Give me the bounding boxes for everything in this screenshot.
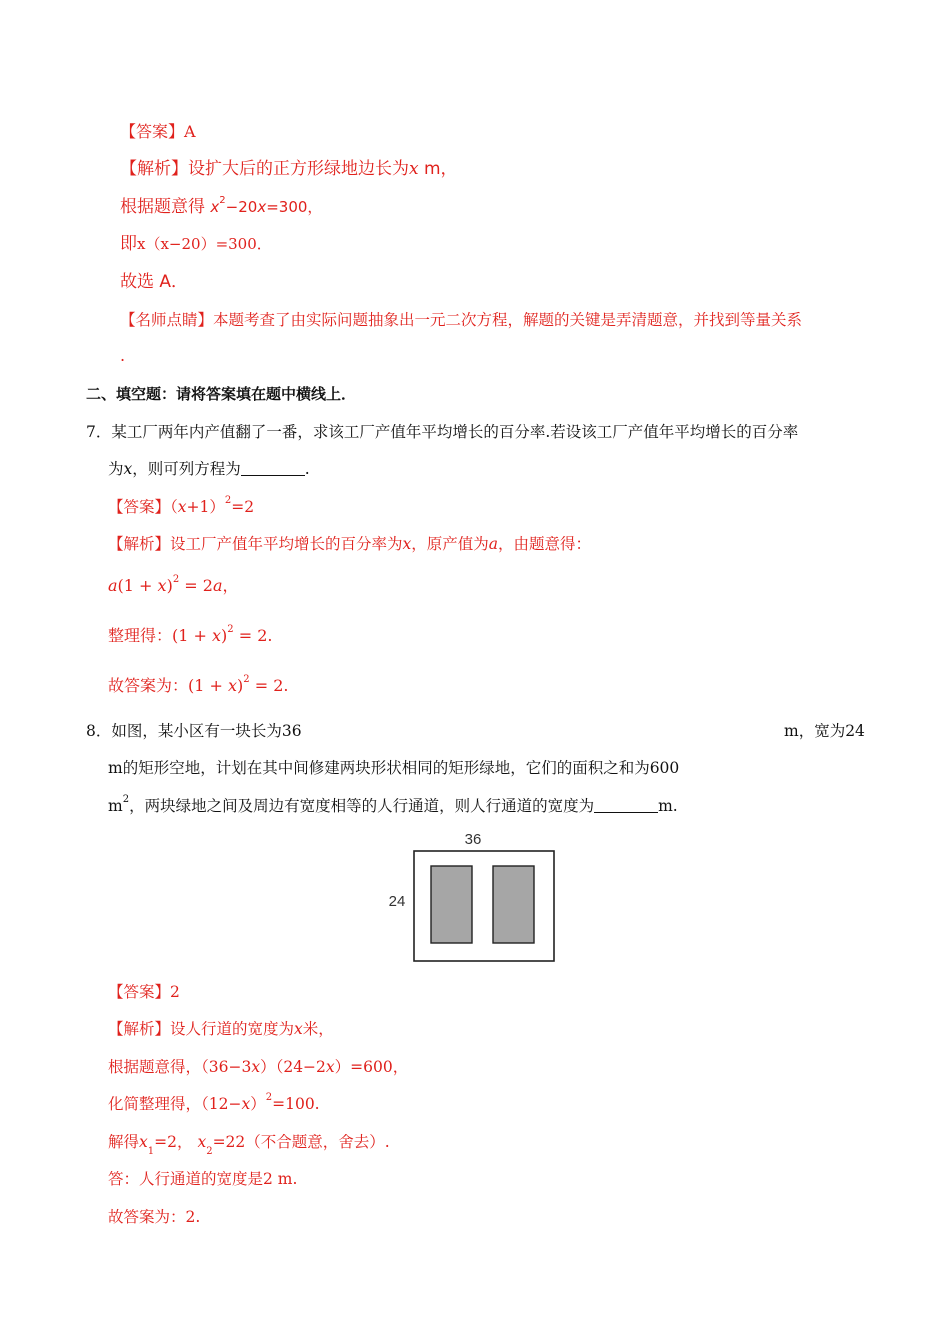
q8-analysis bbox=[108, 1018, 334, 1040]
q8-step3 bbox=[108, 1131, 390, 1158]
analysis-tag: 【解析】 bbox=[108, 1020, 171, 1038]
analysis-text: ，原产值为 bbox=[411, 535, 489, 553]
var-x: x bbox=[197, 1133, 207, 1151]
q8-step4 bbox=[108, 1168, 297, 1190]
figure-width-label: 24 bbox=[388, 893, 406, 910]
eq-part: ) bbox=[237, 676, 244, 695]
eq-part: (1 + bbox=[188, 676, 229, 695]
answer-blank bbox=[241, 459, 305, 476]
green-plot-right bbox=[493, 866, 534, 943]
var-x: x bbox=[157, 576, 167, 595]
step-text: 化简整理得，（12− bbox=[108, 1095, 242, 1113]
q8-line2 bbox=[108, 757, 679, 779]
var-a: a bbox=[488, 535, 499, 553]
answer-value: 2 bbox=[170, 983, 180, 1001]
var-a: a bbox=[212, 576, 223, 595]
section-heading-text: 二、填空题：请将答案填在题中横线上． bbox=[86, 385, 357, 403]
q7-eq2 bbox=[108, 625, 273, 647]
section-heading bbox=[86, 383, 356, 405]
var-x: x bbox=[177, 498, 187, 516]
eq-label: 故答案为： bbox=[108, 676, 189, 695]
q8-line1-right bbox=[784, 720, 865, 742]
step-text: =22（不合题意，舍去）. bbox=[212, 1133, 390, 1151]
answer-part: =2 bbox=[231, 498, 255, 516]
answer-tag: 【答案】 bbox=[108, 498, 171, 516]
question-text: 某工厂两年内产值翻了一番，求该工厂产值年平均增长的百分率.若设该工厂产值年平均增长的百分率 bbox=[111, 423, 799, 441]
exponent: 2 bbox=[227, 623, 234, 635]
conclusion-text: 故选 A． bbox=[120, 272, 189, 292]
analysis-tag: 【解析】 bbox=[120, 159, 188, 179]
step2-text: 即 bbox=[120, 234, 137, 254]
var-x: x bbox=[241, 1095, 251, 1113]
q7-eq3 bbox=[108, 675, 289, 697]
answer-value: A bbox=[184, 122, 196, 141]
eq-part: = 2. bbox=[233, 626, 273, 645]
step-text: ）（24−2 bbox=[260, 1058, 326, 1076]
var-x: x bbox=[402, 535, 412, 553]
q8-answer bbox=[108, 981, 180, 1003]
question-number: 8． bbox=[86, 722, 112, 740]
analysis-text: 设人行道的宽度为 bbox=[170, 1020, 295, 1038]
question-text: ，两块绿地之间及周边有宽度相等的人行通道，则人行通道的宽度为 bbox=[129, 797, 595, 815]
question-text: . bbox=[304, 460, 310, 478]
tip-tail: . bbox=[120, 346, 126, 365]
exponent: 2 bbox=[243, 673, 250, 685]
step1-text: 根据题意得 bbox=[120, 197, 205, 217]
q8-step5 bbox=[108, 1206, 200, 1228]
question-text: m. bbox=[658, 797, 678, 815]
q6-tip bbox=[120, 309, 802, 331]
question-text: m的矩形空地，计划在其中间修建两块形状相同的矩形绿地，它们的面积之和为600 bbox=[108, 759, 680, 777]
var-x: x bbox=[228, 676, 238, 695]
analysis-text: 米， bbox=[302, 1020, 334, 1038]
step-text: 答：人行通道的宽度是2 m. bbox=[108, 1170, 298, 1188]
analysis-text: ，由题意得： bbox=[498, 535, 592, 553]
eq-var: x bbox=[210, 198, 220, 216]
rectangle-figure bbox=[382, 826, 560, 964]
answer-tag: 【答案】 bbox=[120, 122, 185, 141]
step-text: 故答案为：2. bbox=[108, 1208, 201, 1226]
figure-length-label: 36 bbox=[464, 831, 482, 848]
analysis-text: 设扩大后的正方形绿地边长为 bbox=[188, 159, 409, 179]
eq-var: x bbox=[257, 198, 267, 216]
question-text: m bbox=[108, 797, 123, 815]
q8-step1 bbox=[108, 1056, 408, 1078]
tip-text: 本题考查了由实际问题抽象出一元二次方程，解题的关键是弄清题意，并找到等量关系 bbox=[213, 311, 803, 329]
q7-analysis bbox=[108, 533, 591, 555]
question-text: ，则可列方程为 bbox=[132, 460, 241, 478]
answer-part: （ bbox=[170, 498, 178, 516]
eq-part: (1 + bbox=[172, 626, 213, 645]
var-x: x bbox=[325, 1058, 335, 1076]
question-text: 为 bbox=[108, 460, 124, 478]
answer-tag: 【答案】 bbox=[108, 983, 171, 1001]
subscript: 2 bbox=[206, 1146, 213, 1158]
exponent: 2 bbox=[224, 494, 232, 506]
eq-part: ) bbox=[221, 626, 228, 645]
var-x: x bbox=[251, 1058, 261, 1076]
step-text: =100. bbox=[272, 1095, 320, 1113]
q6-conclusion bbox=[120, 271, 188, 293]
eq-part: ， bbox=[222, 576, 239, 595]
q6-answer-line bbox=[120, 121, 196, 143]
answer-part: +1） bbox=[186, 498, 225, 516]
var-x: x bbox=[123, 460, 133, 478]
step-text: ） bbox=[250, 1095, 266, 1113]
answer-blank bbox=[594, 796, 658, 813]
exponent: 2 bbox=[122, 793, 130, 805]
eq-label: 整理得： bbox=[108, 626, 173, 645]
q6-tip-tail bbox=[120, 345, 125, 367]
var-x: x bbox=[409, 159, 419, 179]
q8-line1-left bbox=[86, 720, 302, 742]
q6-analysis-line bbox=[120, 158, 458, 180]
analysis-text: 设工厂产值年平均增长的百分率为 bbox=[170, 535, 403, 553]
question-text: m，宽为24 bbox=[784, 722, 865, 740]
subscript: 1 bbox=[147, 1146, 155, 1158]
exponent: 2 bbox=[172, 573, 180, 585]
eq-part: −20 bbox=[225, 198, 258, 216]
step2-equation: x（x−20）=300． bbox=[137, 235, 272, 253]
eq-part: = 2 bbox=[179, 576, 213, 595]
question-number: 7． bbox=[86, 423, 112, 441]
eq-part: ) bbox=[166, 576, 173, 595]
q6-step1 bbox=[120, 196, 322, 218]
eq-part: = 2. bbox=[249, 676, 289, 695]
q7-answer bbox=[108, 496, 254, 518]
analysis-tag: 【解析】 bbox=[108, 535, 171, 553]
eq-part: (1 + bbox=[117, 576, 158, 595]
var-a: a bbox=[108, 576, 118, 595]
var-x: x bbox=[212, 626, 222, 645]
q8-line3 bbox=[108, 795, 678, 817]
step-text: ）=600， bbox=[334, 1058, 409, 1076]
q6-step2 bbox=[120, 233, 272, 255]
step1-equation: $x^2-20x=300$， bbox=[210, 195, 323, 216]
green-plot-left bbox=[431, 866, 472, 943]
var-x: x bbox=[139, 1133, 148, 1151]
tip-tag: 【名师点睛】 bbox=[120, 311, 214, 329]
step-text: 解得 bbox=[108, 1133, 140, 1151]
step-text: =2， bbox=[154, 1133, 193, 1151]
step-text: 根据题意得，（36−3 bbox=[108, 1058, 252, 1076]
question-text: 如图，某小区有一块长为36 bbox=[111, 722, 302, 740]
var-x: x bbox=[294, 1020, 303, 1038]
q7-eq1 bbox=[108, 575, 239, 597]
q7-line2 bbox=[108, 458, 310, 480]
q7-line1 bbox=[86, 421, 798, 443]
eq-part: =300， bbox=[266, 198, 323, 216]
exponent: 2 bbox=[265, 1091, 273, 1103]
q8-step2 bbox=[108, 1093, 320, 1115]
unit-tail: m， bbox=[424, 159, 458, 179]
